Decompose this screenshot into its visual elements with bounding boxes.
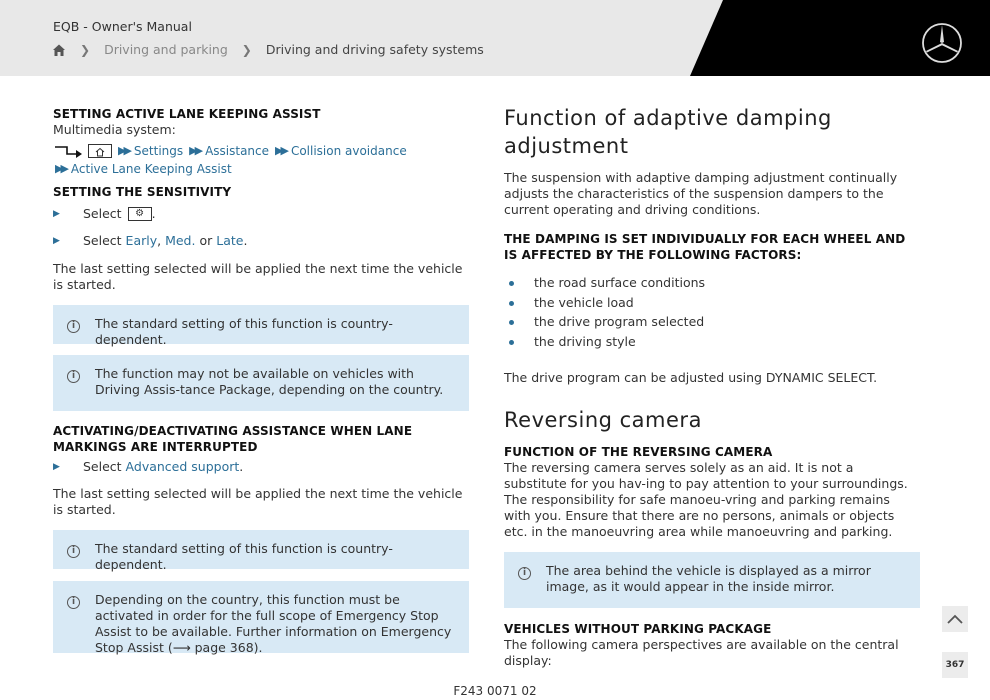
step-select-label: Select (83, 233, 122, 248)
info-note: i The function may not be available on vehicles with Driving Assis-tance Package, depending on the country. (53, 355, 469, 411)
step-triangle-icon: ▶ (53, 208, 60, 219)
list-item: the vehicle load (504, 293, 920, 313)
figure-code: F243 0071 02 (453, 684, 537, 698)
step-select-advanced: ▶ Select Advanced support . (53, 459, 244, 474)
right-column (504, 104, 920, 669)
section-title-activating-assistance: ACTIVATING/DEACTIVATING ASSISTANCE WHEN LANE MARKINGS ARE INTERRUPTED (53, 424, 413, 454)
step-select-sensitivity: ▶ Select Early , Med. or Late . (53, 233, 248, 248)
enter-arrow-icon (53, 144, 85, 158)
section-title-setting-lane-keeping: SETTING ACTIVE LANE KEEPING ASSIST (53, 107, 321, 121)
double-chevron-icon: ▶▶ (275, 144, 286, 157)
left-column (53, 106, 469, 653)
path-item-settings[interactable]: Settings (133, 144, 184, 158)
info-icon: i (67, 366, 95, 383)
breadcrumb-item-current: Driving and driving safety systems (265, 42, 484, 57)
chevron-up-icon (947, 614, 963, 624)
list-item: the drive program selected (504, 312, 920, 332)
or-label: or (199, 233, 213, 248)
option-med[interactable]: Med. (165, 233, 196, 248)
multimedia-system-label: Multimedia system: (53, 122, 176, 137)
step-triangle-icon: ▶ (53, 235, 60, 246)
path-item-collision-avoidance[interactable]: Collision avoidance (290, 144, 407, 158)
caps-damping-factors: THE DAMPING IS SET INDIVIDUALLY FOR EACH WHEEL AND IS AFFECTED BY THE FOLLOWING FACTORS: (504, 232, 906, 262)
breadcrumb-item-driving-and-parking[interactable]: Driving and parking (104, 42, 228, 57)
info-note: i Depending on the country, this function must be activated in order for the full scope of Emergency Stop Assist to be available. Further information on Emergency Stop Assist (⟶ page 368). (53, 581, 469, 653)
step-triangle-icon: ▶ (53, 461, 60, 472)
list-item: the road surface conditions (504, 273, 920, 293)
info-note: i The standard setting of this function is country-dependent. (53, 305, 469, 344)
scroll-to-top-button[interactable] (942, 606, 968, 632)
paragraph-camera-perspectives: The following camera perspectives are available on the central display: (504, 637, 899, 668)
step-select-label: Select (83, 459, 122, 474)
gear-settings-icon: ⚙ (128, 207, 152, 221)
chevron-right-icon: ❯ (80, 42, 91, 57)
doc-title: EQB - Owner's Manual (53, 19, 192, 34)
info-icon: i (67, 316, 95, 333)
applied-text: The last setting selected will be applied the next time the vehicle is started. (53, 261, 463, 292)
path-item-active-lane-keeping[interactable]: Active Lane Keeping Assist (70, 162, 232, 176)
chevron-right-icon: ❯ (241, 42, 252, 57)
double-chevron-icon: ▶▶ (189, 144, 201, 157)
info-icon: i (67, 592, 95, 609)
menu-path-line2 (53, 160, 469, 178)
menu-path (53, 142, 469, 160)
double-chevron-icon: ▶▶ (118, 144, 129, 157)
breadcrumb (52, 42, 484, 57)
info-note: i The standard setting of this function is country-dependent. (53, 530, 469, 569)
option-early[interactable]: Early (125, 233, 158, 248)
home-button-icon (88, 144, 112, 158)
page-number-button[interactable]: 367 (942, 652, 968, 678)
double-chevron-icon: ▶▶ (55, 162, 66, 175)
paragraph-suspension: The suspension with adaptive damping adjustment continually adjusts the characteristics of the suspension dampers to the current operating and driving conditions. (504, 170, 898, 217)
section-title-sensitivity: SETTING THE SENSITIVITY (53, 185, 232, 199)
step-select-label: Select (83, 206, 122, 221)
mercedes-star-logo (921, 22, 963, 64)
option-late[interactable]: Late (216, 233, 244, 248)
page-header (0, 0, 990, 76)
info-note: i The area behind the vehicle is displayed as a mirror image, as it would appear in the inside mirror. (504, 552, 920, 608)
step-select-gear: ▶ Select ⚙ . (53, 206, 156, 221)
factor-list (504, 273, 920, 351)
paragraph-reversing-camera: The reversing camera serves solely as an aid. It is not a substitute for you hav-ing to pay attention to your surroundings. The responsibility for safe manoeu-vring and parking remains with you. Ensure that there are no persons, animals or objects etc. in the manoeuvring area while manoeuvring and parking. (504, 460, 908, 539)
paragraph-dynamic-select: The drive program can be adjusted using DYNAMIC SELECT. (504, 370, 878, 385)
path-item-assistance[interactable]: Assistance (205, 144, 270, 158)
list-item: the driving style (504, 332, 920, 352)
option-advanced-support[interactable]: Advanced support (125, 459, 240, 474)
heading-adaptive-damping: Function of adaptive damping adjustment (504, 106, 832, 158)
home-icon[interactable] (52, 43, 66, 57)
caps-vehicles-without-parking: VEHICLES WITHOUT PARKING PACKAGE (504, 622, 772, 636)
applied-text: The last setting selected will be applied the next time the vehicle is started. (53, 486, 463, 517)
info-icon: i (67, 541, 95, 558)
heading-reversing-camera: Reversing camera (504, 408, 702, 432)
info-icon: i (518, 563, 546, 580)
caps-function-reversing-camera: FUNCTION OF THE REVERSING CAMERA (504, 445, 773, 459)
